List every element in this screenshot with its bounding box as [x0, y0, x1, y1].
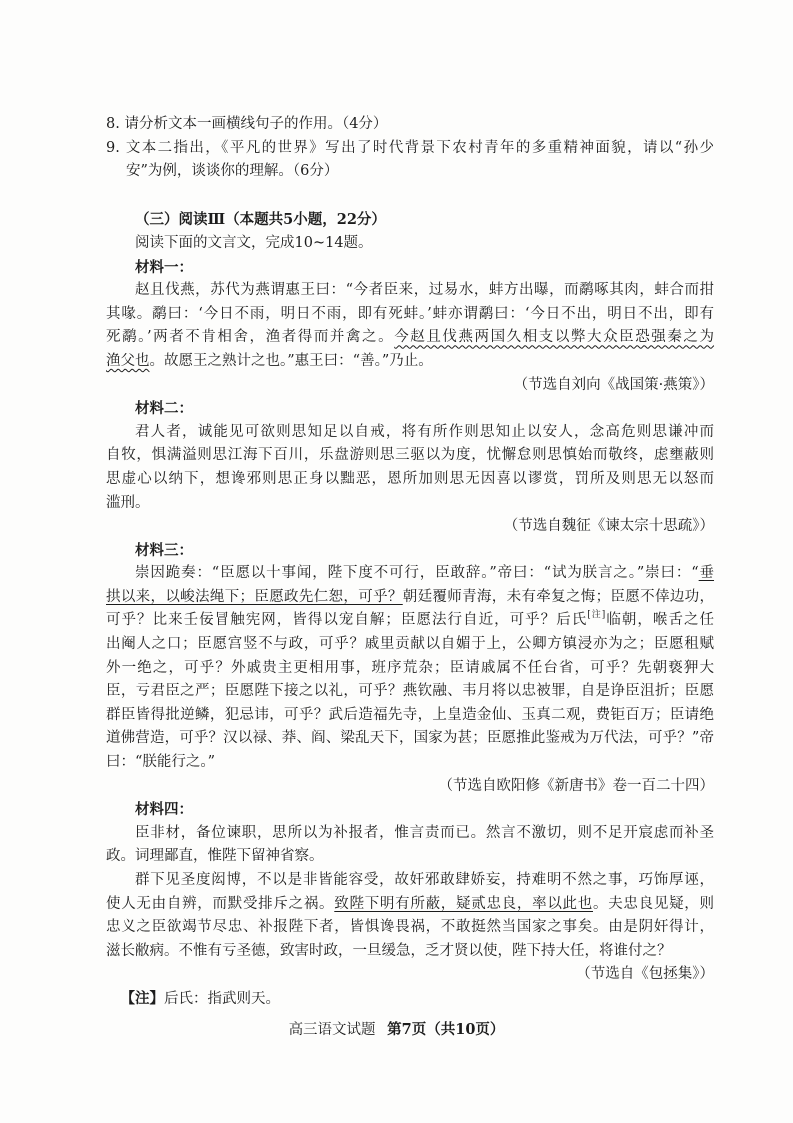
material-2-line-4: 滥刑。	[106, 494, 150, 511]
underlined-phrase: 致陛下明有所蔽，疑贰忠良，率以此也	[334, 895, 593, 912]
material-3-line-8: 道佛营造，可乎？汉以禄、莽、阎、梁乱天下，国家为甚；臣愿推此鉴戒为万代法，可乎？”帝	[106, 730, 714, 747]
material-3	[106, 539, 714, 799]
material-4	[106, 798, 714, 987]
reading-section-3	[106, 208, 714, 1011]
section-instruction: 阅读下面的文言文，完成10~14题。	[135, 234, 373, 251]
material-3-line-1	[106, 562, 714, 586]
wavy-underlined-phrase: 渔父也	[106, 352, 150, 369]
material-3-line-5: 外一绝之，可乎？外戚贵主更相用事，班序荒杂；臣请戚属不任台省，可乎？先朝亵狎大	[106, 659, 714, 676]
material-3-text: 崇因跪奏：“臣愿以十事闻，陛下度不可行，臣敢辞。”帝曰：“试为朕言之。”崇曰：“	[135, 565, 699, 582]
material-3-line-3	[106, 609, 714, 633]
material-1-line-1: 赵且伐燕，苏代为燕谓惠王曰：“今者臣来，过易水，蚌方出曝，而鹬啄其肉，蚌合而拑	[135, 282, 714, 299]
material-3-text: 朝廷覆师青海，未有牵复之悔；臣愿不倖边功，	[402, 588, 714, 605]
material-3-line-2	[106, 586, 714, 610]
material-1-line-3	[106, 326, 714, 350]
material-3-text: 临朝，喉舌之任	[605, 612, 714, 629]
material-3-line-9: 曰：“朕能行之。”	[106, 754, 216, 771]
material-4-source: （节选自《包拯集》）	[576, 966, 714, 983]
material-2-line-2: 自牧，惧满溢则思江海下百川，乐盘游则思三驱以为度，忧懈怠则思慎始而敬终，虑壅蔽则	[106, 447, 714, 464]
footer-page-number: 第7页（共10页）	[387, 1020, 505, 1038]
material-1-label: 材料一：	[135, 258, 193, 276]
material-2	[106, 397, 714, 539]
section-heading: （三）阅读Ⅲ（本题共5小题，22分）	[135, 211, 386, 229]
footnote-marker: [注]	[587, 610, 606, 621]
question-8: 8. 请分析文本一画横线句子的作用。（4分）	[106, 116, 388, 132]
material-2-label: 材料二：	[135, 400, 193, 418]
questions-block	[106, 113, 714, 184]
material-2-line-3: 思虚心以纳下，想谗邪则思正身以黜恶，恩所加则思无因喜以谬赏，罚所及则思无以怒而	[106, 470, 714, 487]
material-4-text: 使人无由自辨，而默受排斥之祸。	[106, 895, 335, 912]
footnote-text: 后氏：指武则天。	[164, 990, 280, 1007]
footer-title: 高三语文试题	[288, 1021, 376, 1038]
material-1	[106, 256, 714, 398]
material-4-text: 。夫忠良见疑，则	[593, 895, 715, 912]
material-1-source: （节选自刘向《战国策·燕策》）	[513, 376, 714, 393]
footnote-label: 【注】	[120, 989, 164, 1007]
material-3-line-6: 臣，亏君臣之严；臣愿陛下接之以礼，可乎？燕钦融、韦月将以忠被罪，自是诤臣沮折；臣愿	[106, 683, 714, 700]
material-3-label: 材料三：	[135, 541, 193, 559]
material-2-line-1: 君人者，诚能见可欲则思知足以自戒，将有所作则思知止以安人，念高危则思谦冲而	[135, 423, 714, 440]
wavy-underlined-phrase: 今赵且伐燕两国久相支以弊大众臣恐强秦之为	[394, 329, 715, 346]
material-4-line-5: 忠义之臣欲竭节尽忠、补报陛下者，皆惧谗畏祸，不敢挺然当国家之事矣。由是阴奸得计，	[106, 919, 714, 936]
material-1-line-4	[106, 350, 714, 374]
material-4-label: 材料四：	[135, 801, 193, 819]
material-4-line-6: 滋长敝病。不惟有亏圣德，致害时政，一旦缓急，乏才贤以使，陛下持大任，将谁付之？	[106, 942, 672, 959]
page-content	[106, 113, 714, 1012]
footnote	[106, 987, 714, 1012]
material-4-line-2: 政。词理鄙直，惟陛下留神省察。	[106, 848, 324, 865]
material-3-line-7: 群臣皆得批逆鳞，犯忌讳，可乎？武后造福先寺，上皇造金仙、玉真二观，费钜百万；臣请绝	[106, 706, 714, 723]
material-1-text: 死鹬。’两者不肯相舍，渔者得而并禽之。	[106, 329, 395, 346]
question-9-line-2: 安”为例，谈谈你的理解。（6分）	[126, 163, 339, 180]
underlined-phrase: 拱以来，以峻法绳下；臣愿政先仁恕，可乎？	[106, 588, 403, 605]
material-2-source: （节选自魏征《谏太宗十思疏》）	[503, 518, 714, 535]
material-4-line-1: 臣非材，备位谏职，思所以为补报者，惟言责而已。然言不激切，则不足开宸虑而补圣	[135, 824, 714, 841]
question-9-line-1: 9. 文本二指出，《平凡的世界》写出了时代背景下农村青年的多重精神面貌，请以“孙少	[106, 139, 714, 156]
page-footer	[0, 1018, 793, 1042]
material-3-source: （节选自欧阳修《新唐书》卷一百二十四）	[438, 777, 714, 794]
material-3-line-4: 出阉人之口；臣愿宫竖不与政，可乎？戚里贡献以自媚于上，公卿方镇浸亦为之；臣愿租赋	[106, 636, 714, 653]
material-1-text: 。故愿王之熟计之也。”惠王曰：“善。”乃止。	[149, 352, 433, 369]
underlined-phrase: 垂	[698, 565, 715, 582]
material-3-text: 可乎？比来壬佞冒触宪网，皆得以宠自解；臣愿法行自近，可乎？后氏	[106, 612, 588, 629]
material-4-line-3: 群下见圣度闳博，不以是非皆能容受，故奸邪敢肆娇妄，持难明不然之事，巧饰厚诬，	[135, 872, 714, 888]
material-4-line-4	[106, 893, 714, 917]
material-1-line-2: 其喙。鹬曰：‘今日不雨，明日不雨，即有死蚌。’蚌亦谓鹬曰：‘今日不出，明日不出，即有	[106, 305, 714, 322]
